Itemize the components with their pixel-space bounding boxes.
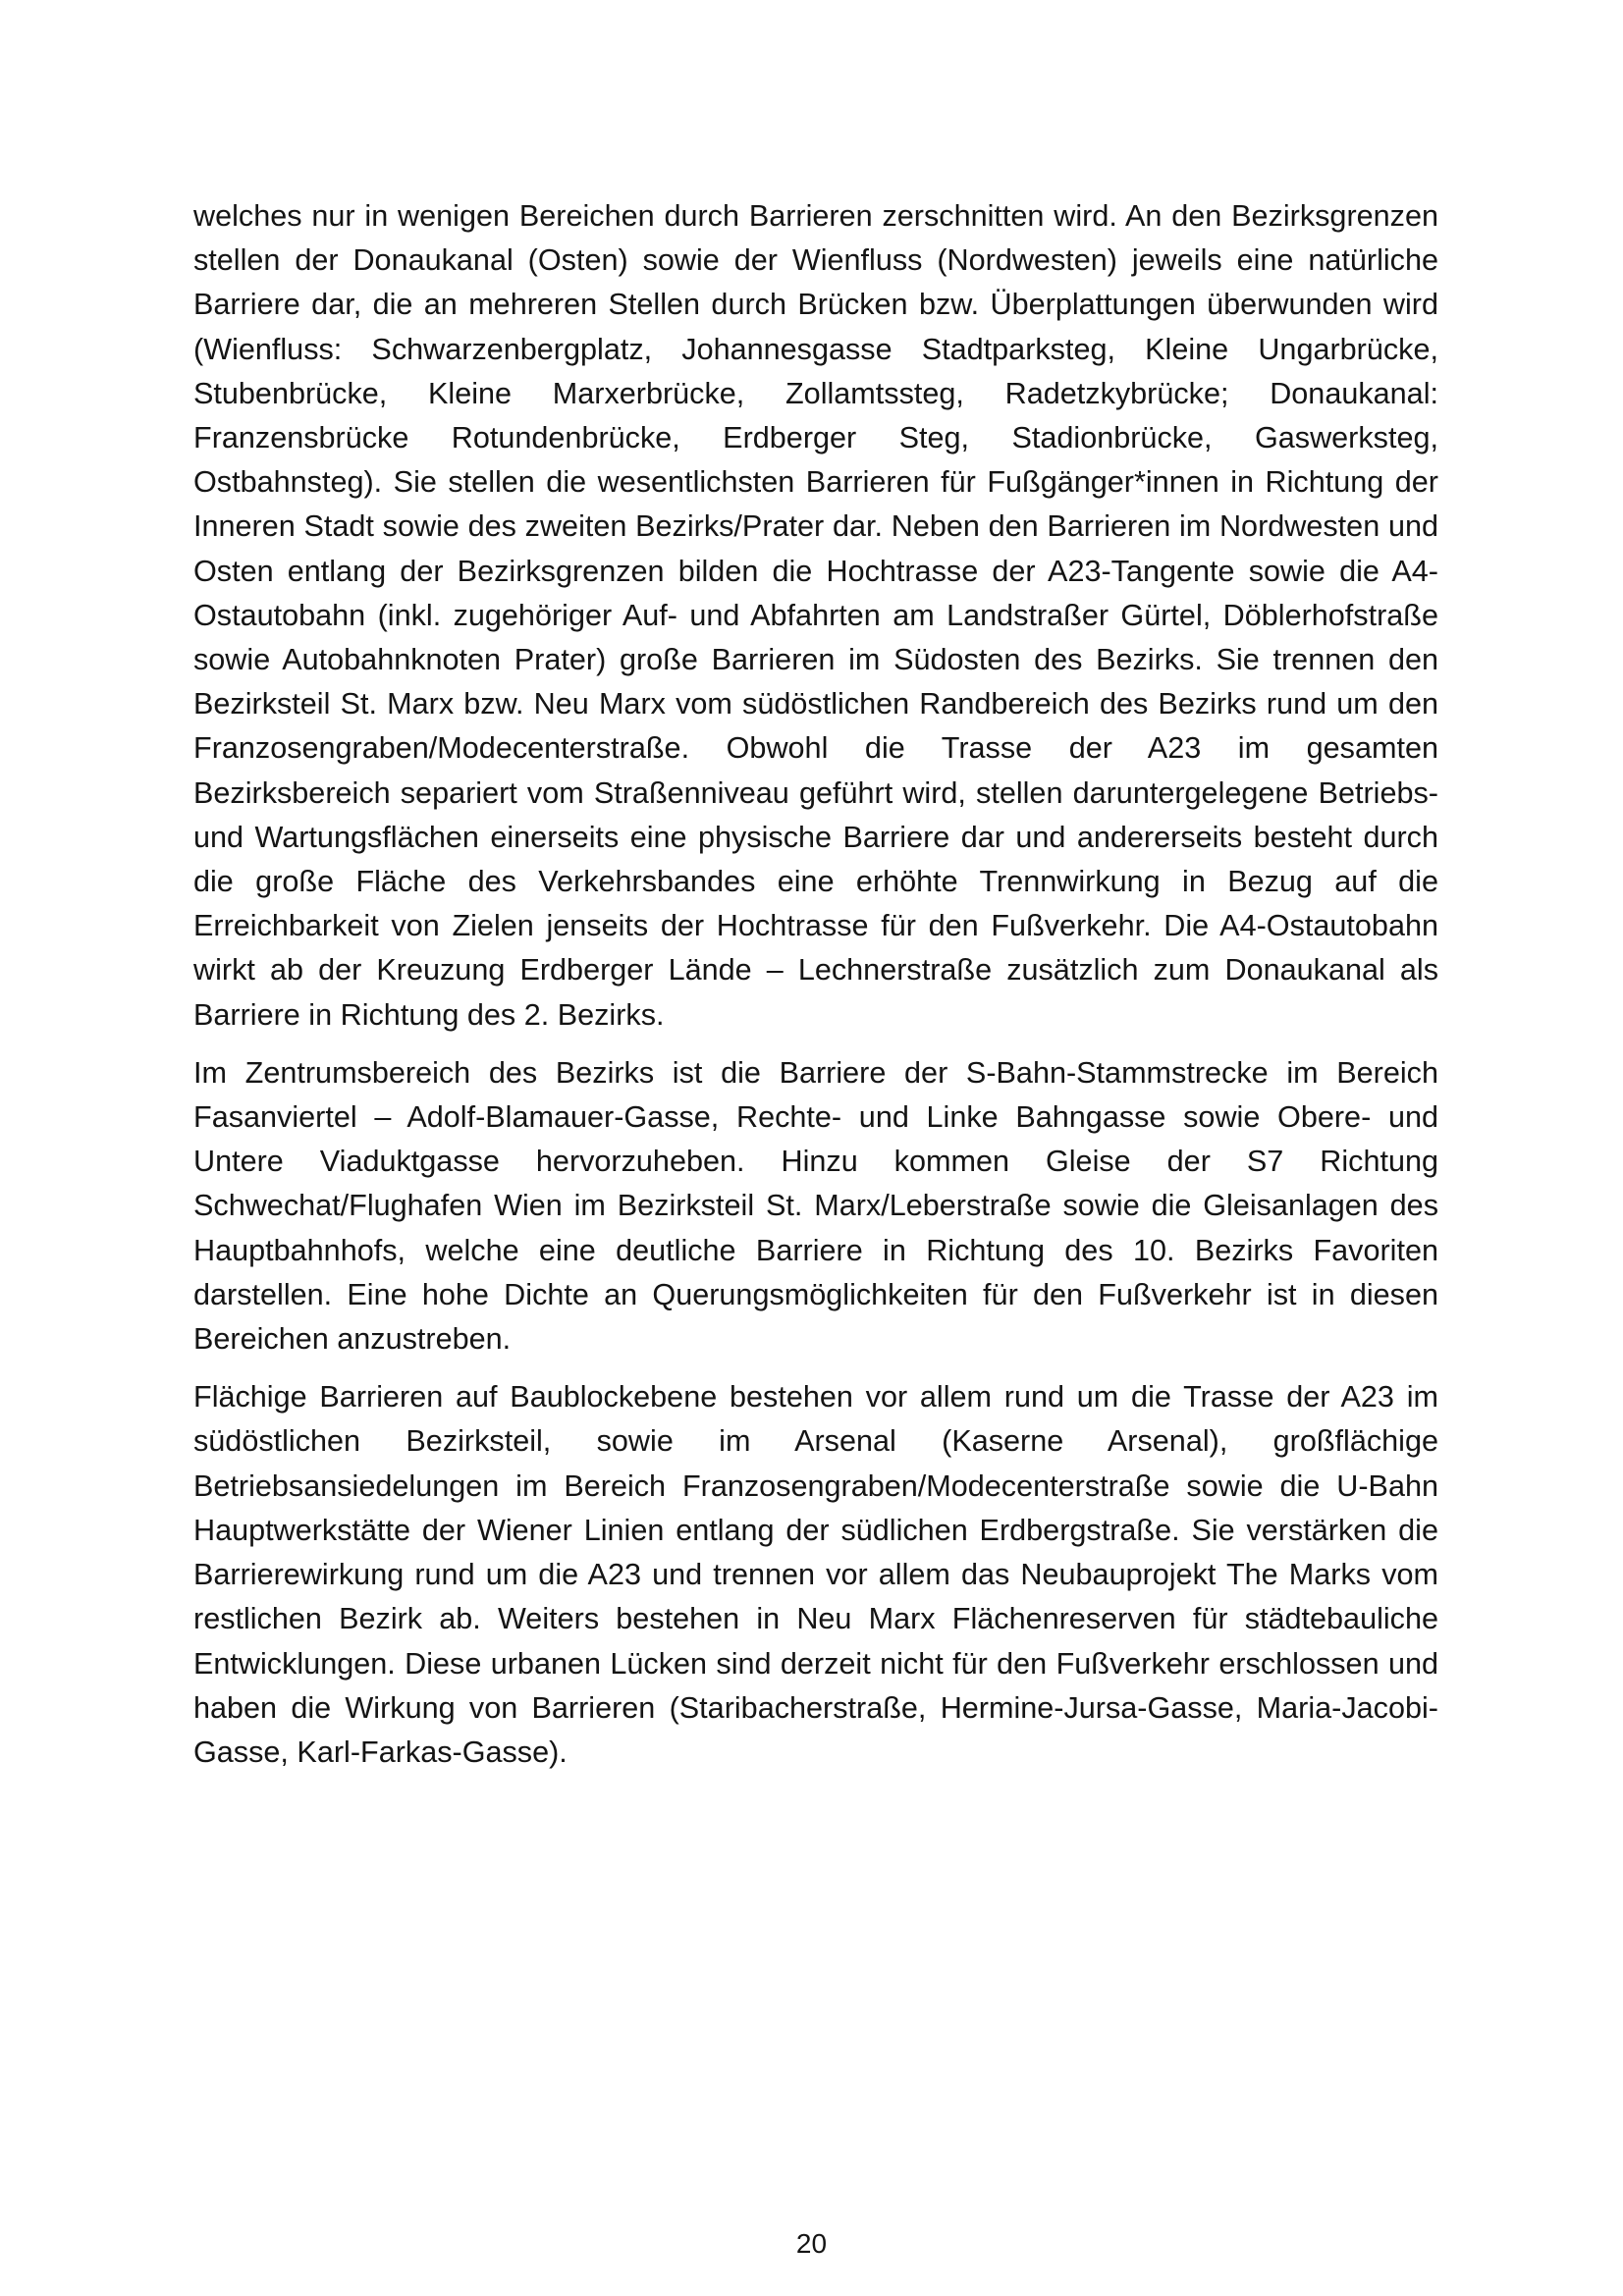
paragraph-barriers-center: Im Zentrumsbereich des Bezirks ist die Barriere der S-Bahn-Stammstrecke im Bereich Fasanviertel – Adolf-Blamauer-Gasse, Rechte- und Linke Bahngasse sowie Obere- und Untere Viaduktgasse hervorzuheben. Hinzu kommen Gleise der S7 Richtung Schwechat/Flughafen Wien im Bezirksteil St. Marx/Leberstraße sowie die Gleisanlagen des Hauptbahnhofs, welche eine deutliche Barriere in Richtung des 10. Bezirks Favoriten darstellen. Eine hohe Dichte an Querungsmöglichkeiten für den Fußverkehr ist in diesen Bereichen anzustreben. [193,1055,1438,1357]
body-text [193,194,1438,1789]
page-number: 20 [795,2228,828,2259]
paragraph-barriers-boundaries: welches nur in wenigen Bereichen durch Barrieren zerschnitten wird. An den Bezirksgrenzen stellen der Donaukanal (Osten) sowie der Wienfluss (Nordwesten) jeweils eine natürliche Barriere dar, die an mehreren Stellen durch Brücken bzw. Überplattungen überwunden wird (Wienfluss: Schwarzenbergplatz, Johannesgasse Stadtparksteg, Kleine Ungarbrücke, Stubenbrücke, Kleine Marxerbrücke, Zollamtssteg, Radetzkybrücke; Donaukanal: Franzensbrücke Rotundenbrücke, Erdberger Steg, Stadionbrücke, Gaswerksteg, Ostbahnsteg). Sie stellen die wesentlichsten Barrieren für Fußgänger*innen in Richtung der Inneren Stadt sowie des zweiten Bezirks/Prater dar. Neben den Barrieren im Nordwesten und Osten entlang der Bezirksgrenzen bilden die Hochtrasse der A23-Tangente sowie die A4-Ostautobahn (inkl. zugehöriger Auf- und Abfahrten am Landstraßer Gürtel, Döblerhofstraße sowie Autobahnknoten Prater) große Barrieren im Südosten des Bezirks. Sie trennen den Bezirksteil St. Marx bzw. Neu Marx vom südöstlichen Randbereich des Bezirks rund um den Franzosengraben/Modecenterstraße. Obwohl die Trasse der A23 im gesamten Bezirksbereich separiert vom Straßenniveau geführt wird, stellen daruntergelegene Betriebs- und Wartungsflächen einerseits eine physische Barriere dar und andererseits besteht durch die große Fläche des Verkehrsbandes eine erhöhte Trennwirkung in Bezug auf die Erreichbarkeit von Zielen jenseits der Hochtrasse für den Fußverkehr. Die A4-Ostautobahn wirkt ab der Kreuzung Erdberger Lände – Lechnerstraße zusätzlich zum Donaukanal als Barriere in Richtung des 2. Bezirks. [193,199,1438,1032]
paragraph-barriers-blocks: Flächige Barrieren auf Baublockebene bestehen vor allem rund um die Trasse der A23 im südöstlichen Bezirksteil, sowie im Arsenal (Kaserne Arsenal), großflächige Betriebsansiedelungen im Bereich Franzosengraben/Modecenterstraße sowie die U-Bahn Hauptwerkstätte der Wiener Linien entlang der südlichen Erdbergstraße. Sie verstärken die Barrierewirkung rund um die A23 und trennen vor allem das Neubauprojekt The Marks vom restlichen Bezirk ab. Weiters bestehen in Neu Marx Flächenreserven für städtebauliche Entwicklungen. Diese urbanen Lücken sind derzeit nicht für den Fußverkehr erschlossen und haben die Wirkung von Barrieren (Staribacherstraße, Hermine-Jursa-Gasse, Maria-Jacobi-Gasse, Karl-Farkas-Gasse). [193,1380,1438,1769]
